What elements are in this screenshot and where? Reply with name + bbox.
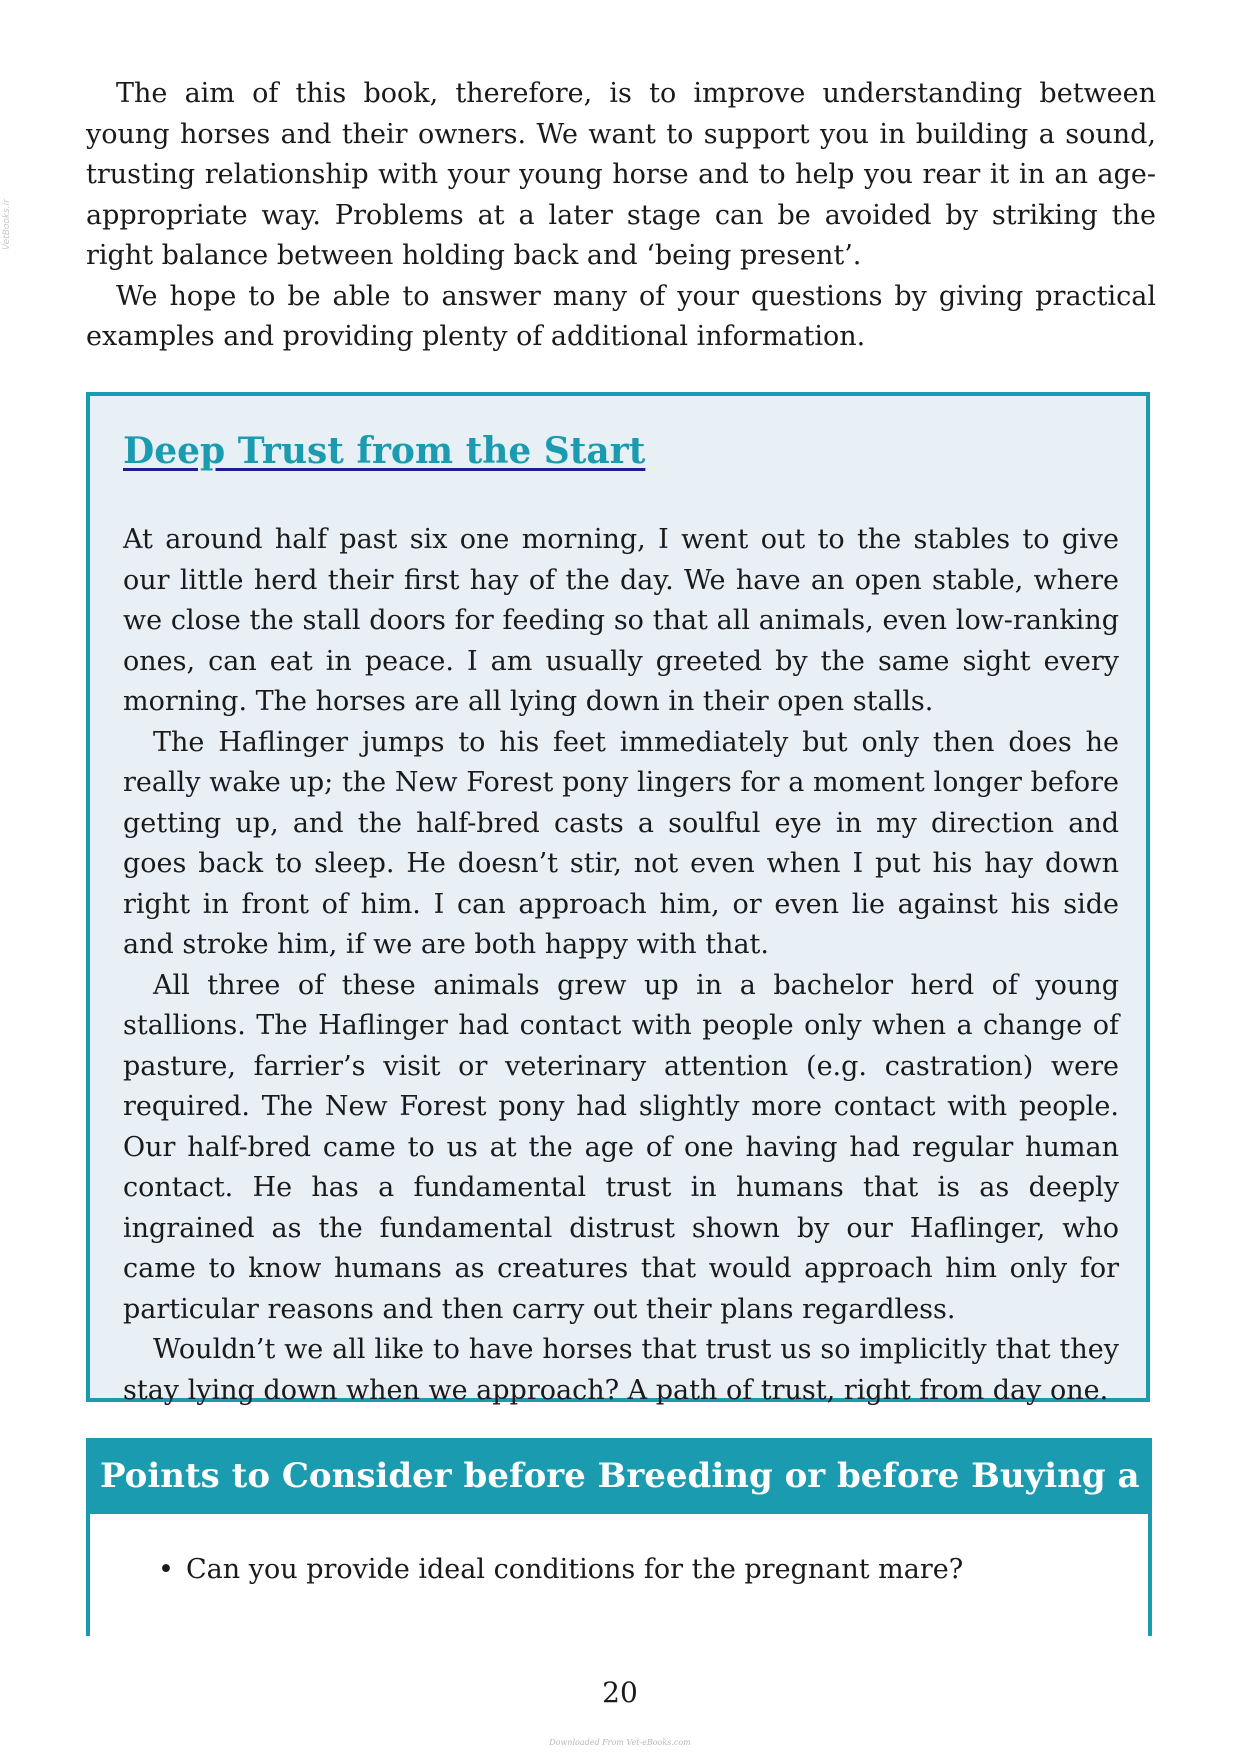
intro-text bbox=[86, 74, 1156, 358]
intro-paragraph: We hope to be able to answer many of your questions by giving practical examples and providing plenty of additional information. bbox=[86, 280, 1156, 352]
deep-trust-box bbox=[86, 392, 1150, 1406]
deep-trust-title: Deep Trust from the Start bbox=[123, 430, 646, 472]
trust-paragraph: All three of these animals grew up in a bachelor herd of young stallions. The Haflinger had contact with people only when a change of pasture, farrier’s visit or veterinary attention (e.g. castration) were required. The New Forest pony had slightly more contact with people. Our half-bred came to us at the age of one having had regular human contact. He has a fundamental trust in humans that is as deeply ingrained as the fundamental distrust shown by our Haflinger, who came to know humans as creatures that would approach him only for particular reasons and then carry out their plans regardless. bbox=[123, 969, 1119, 1325]
list-item bbox=[158, 1550, 964, 1590]
points-to-consider-title: Points to Consider before Breeding or before Buying a Foal bbox=[86, 1438, 1152, 1514]
download-watermark: Downloaded From Vet-eBooks.com bbox=[549, 1738, 691, 1747]
trust-paragraph: The Haflinger jumps to his feet immediately but only then does he really wake up; the New Forest pony lingers for a moment longer before getting up, and the half-bred casts a soulful eye in my direction and goes back to sleep. He doesn’t stir, not even when I put his hay down right in front of him. I can approach him, or even lie against his side and stroke him, if we are both happy with that. bbox=[123, 726, 1119, 960]
list-item-text: Can you provide ideal conditions for the pregnant mare? bbox=[186, 1554, 964, 1585]
trust-paragraph: Wouldn’t we all like to have horses that trust us so implicitly that they stay lying down when we approach? A path of trust, right from day one. bbox=[123, 1334, 1119, 1406]
page-number: 20 bbox=[602, 1676, 638, 1709]
points-to-consider-box bbox=[86, 1438, 1232, 1636]
side-watermark: VetBooks.ir bbox=[2, 199, 12, 250]
intro-paragraph: The aim of this book, therefore, is to improve understanding between young horses and their owners. We want to support you in building a sound, trusting relationship with your young horse and to help you rear it in an age-appropriate way. Problems at a later stage can be avoided by striking the right balance between holding back and ‘being present’. bbox=[86, 78, 1156, 271]
points-list-container bbox=[86, 1514, 1152, 1636]
points-list bbox=[158, 1550, 964, 1590]
deep-trust-body bbox=[123, 520, 1119, 1411]
bullet-icon: • bbox=[158, 1554, 174, 1585]
trust-paragraph: At around half past six one morning, I went out to the stables to give our little herd their first hay of the day. We have an open stable, where we close the stall doors for feeding so that all animals, even low-ranking ones, can eat in peace. I am usually greeted by the same sight every morning. The horses are all lying down in their open stalls. bbox=[123, 524, 1119, 717]
